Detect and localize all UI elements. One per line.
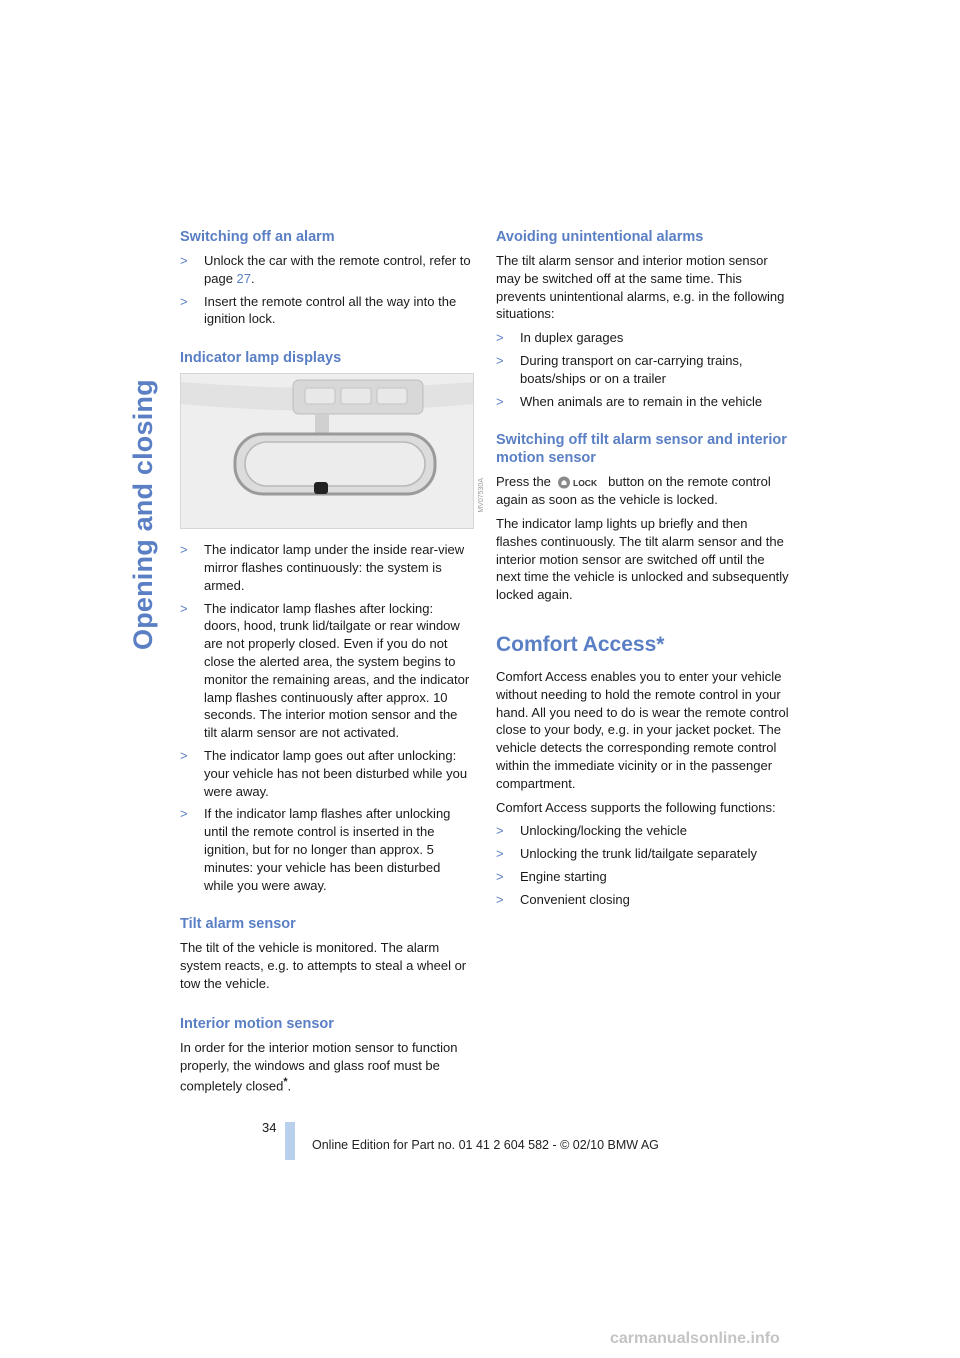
bullet-arrow: > <box>496 823 504 839</box>
list-item: > When animals are to remain in the vehicle <box>496 393 763 409</box>
figure-code: MV07530A <box>478 478 485 513</box>
heading-comfort-access: Comfort Access* <box>496 632 665 656</box>
heading-interior-motion-sensor: Interior motion sensor <box>180 1015 334 1032</box>
rear-view-mirror-figure <box>180 373 474 529</box>
bullet-arrow: > <box>180 747 188 763</box>
avoiding-alarms-text: The tilt alarm sensor and interior motion sensor may be switched off at the same time. This prevents unintentional alarms, e.g. in the following situations: <box>496 253 785 322</box>
comfort-access-text: Comfort Access enables you to enter your vehicle without needing to hold the remote control in your hand. All you need to do is wear the remote control close to your body, e.g. in your jacket pocket. The vehicle detects the corresponding remote control within the immediate vicinity or in the passenger compartment. <box>496 668 789 791</box>
list-item: > Unlocking the trunk lid/tailgate separately <box>496 846 758 862</box>
list-item: > During transport on car-carrying trains, boats/ships or on a trailer <box>496 352 743 386</box>
bullet-arrow: > <box>496 352 504 368</box>
bullet-arrow: > <box>180 542 188 558</box>
list-item: > The indicator lamp goes out after unlocking: your vehicle has not been disturbed while you were away. <box>180 747 468 799</box>
heading-indicator-lamp: Indicator lamp displays <box>180 350 342 367</box>
list-item: > Unlock the car with the remote control, refer to page 27. <box>180 253 471 286</box>
svg-text:LOCK: LOCK <box>572 478 597 489</box>
bullet-arrow: > <box>496 891 504 907</box>
list-item: > Unlocking/locking the vehicle <box>496 823 687 839</box>
option-star: * <box>283 1076 288 1089</box>
switching-off-alarm-list <box>180 252 472 328</box>
chapter-title: Opening and closing <box>128 379 158 650</box>
interior-motion-text: In order for the interior motion sensor to function properly, the windows and glass roof must be completely closed*. <box>180 1039 458 1094</box>
page-number: 34 <box>262 1120 277 1135</box>
tilt-alarm-text: The tilt of the vehicle is monitored. The alarm system reacts, e.g. to attempts to steal a wheel or tow the vehicle. <box>180 940 467 991</box>
list-item: > Convenient closing <box>496 891 630 907</box>
indicator-lamp-list <box>180 541 472 894</box>
switching-off-sensors-text-2: The indicator lamp lights up briefly and then flashes continuously. The tilt alarm sensor and the interior motion sensor are switched off until the next time the vehicle is unlocked and subsequently locked again. <box>496 515 789 603</box>
list-item: > The indicator lamp flashes after locking: doors, hood, trunk lid/tailgate or rear window are not properly closed. Even if you do not close the alerted area, the system begins to monitor the remaining areas, and the indicator lamp flashes continuously after approx. 10 seconds. The interior motion sensor and the tilt alarm sensor are not activated. <box>180 600 470 741</box>
comfort-access-functions-text: Comfort Access supports the following functions: <box>496 799 776 815</box>
bullet-arrow: > <box>496 393 504 409</box>
heading-avoiding-alarms: Avoiding unintentional alarms <box>496 229 704 245</box>
bullet-arrow: > <box>496 330 504 346</box>
watermark-text: carmanualsonline.info <box>610 1330 780 1347</box>
bullet-arrow: > <box>180 600 188 616</box>
list-item: > Insert the remote control all the way into the ignition lock. <box>180 293 457 327</box>
bullet-arrow: > <box>496 846 504 862</box>
list-item: > Engine starting <box>496 868 607 884</box>
chapter-side-tab <box>128 230 158 650</box>
footer-accent-bar <box>285 1122 295 1160</box>
switching-off-sensors-text: Press the LOCK button on the remote control again as soon as the vehicle is locked. <box>496 474 771 508</box>
comfort-access-list <box>496 822 792 908</box>
footer-edition-text: Online Edition for Part no. 01 41 2 604 582 - © 02/10 BMW AG <box>312 1138 659 1152</box>
heading-switching-off-alarm: Switching off an alarm <box>180 229 335 245</box>
avoiding-alarms-list <box>496 329 792 410</box>
bullet-arrow: > <box>496 868 504 884</box>
list-item: > The indicator lamp under the inside rear-view mirror flashes continuously: the system is armed. <box>180 542 465 593</box>
list-item: > In duplex garages <box>496 330 624 346</box>
bullet-arrow: > <box>180 806 188 822</box>
list-item: > If the indicator lamp flashes after unlocking until the remote control is inserted in the ignition, but for no longer than approx. 5 minutes: your vehicle has been disturbed while you were away. <box>180 806 451 893</box>
heading-tilt-alarm-sensor: Tilt alarm sensor <box>180 916 296 933</box>
bullet-arrow: > <box>180 293 188 309</box>
right-column <box>496 228 792 914</box>
mirror-illustration <box>181 374 473 528</box>
left-column <box>180 228 472 1101</box>
page-link[interactable]: 27 <box>236 270 252 286</box>
lock-button-icon <box>557 475 603 490</box>
heading-switching-off-sensors: Switching off tilt alarm sensor and interior motion sensor <box>496 432 787 467</box>
bullet-arrow: > <box>180 253 188 268</box>
